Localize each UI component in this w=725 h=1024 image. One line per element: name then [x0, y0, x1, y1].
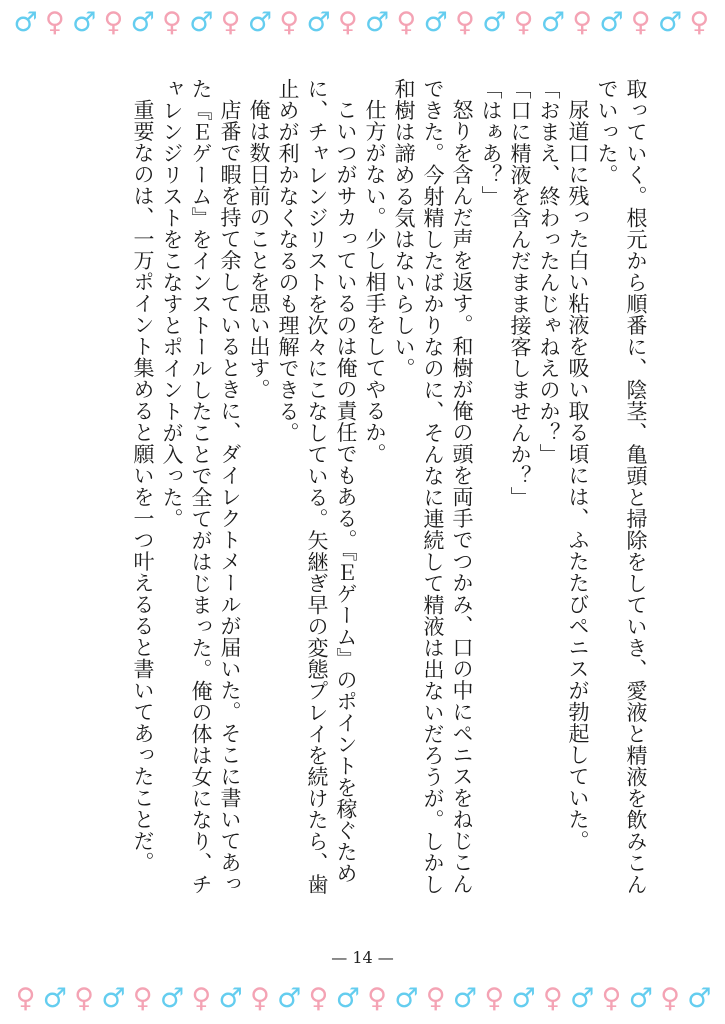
male-symbol-icon: ♂ — [130, 6, 155, 38]
female-symbol-icon: ♀ — [15, 982, 36, 1014]
male-symbol-icon: ♂ — [599, 6, 624, 38]
page-number: — 14 — — [331, 948, 394, 967]
female-symbol-icon: ♀ — [572, 6, 593, 38]
female-symbol-icon: ♀ — [543, 982, 563, 1014]
male-symbol-icon: ♂ — [42, 982, 67, 1014]
male-symbol-icon: ♂ — [72, 6, 97, 38]
male-symbol-icon: ♂ — [570, 982, 595, 1014]
female-symbol-icon: ♀ — [74, 982, 95, 1014]
bottom-symbol-border — [0, 976, 725, 1020]
male-symbol-icon: ♂ — [394, 982, 419, 1014]
male-symbol-icon: ♂ — [423, 6, 448, 38]
paragraph: 怒りを含んだ声を返す。和樹が俺の頭を両手でつかみ、口の中にペニスをねじこんできた。今射精したばかりなのに、そんなに連続して精液は出ないだろうが。しかし和樹は諦める気はないらしい。 — [392, 78, 474, 895]
male-symbol-icon: ♂ — [306, 6, 331, 38]
female-symbol-icon: ♀ — [250, 982, 270, 1014]
paragraph: 尿道口に残った白い粘液を吸い取る頃には、ふたたびペニスが勃起していた。 — [566, 99, 590, 852]
male-symbol-icon: ♂ — [452, 982, 478, 1014]
female-symbol-icon: ♀ — [191, 982, 212, 1014]
male-symbol-icon: ♂ — [687, 982, 712, 1014]
male-symbol-icon: ♂ — [365, 6, 390, 38]
male-symbol-icon: ♂ — [159, 982, 185, 1014]
female-symbol-icon: ♀ — [425, 982, 446, 1014]
dialogue-line: 「おまえ、終わったんじゃねえのか？」 — [537, 78, 561, 465]
dialogue-line: 「はぁあ？」 — [479, 78, 503, 207]
male-symbol-icon: ♂ — [218, 982, 243, 1014]
female-symbol-icon: ♀ — [484, 982, 505, 1014]
male-symbol-icon: ♂ — [189, 6, 214, 38]
male-symbol-icon: ♂ — [511, 982, 536, 1014]
paragraph: 仕方がない。少し相手をしてやるか。 — [363, 99, 387, 465]
male-symbol-icon: ♂ — [628, 982, 653, 1014]
paragraph: こいつがサカっているのは俺の責任でもある。『Ｅゲーム』のポイントを稼ぐために、チャレンジリストを次々にこなしている。矢継ぎ早の変態プレイを続けたら、歯止めが利かなくなるのも理解できる。 — [276, 78, 358, 895]
female-symbol-icon: ♀ — [660, 982, 680, 1014]
female-symbol-icon: ♀ — [220, 6, 241, 38]
female-symbol-icon: ♀ — [308, 982, 329, 1014]
vertical-text-body — [80, 78, 650, 908]
male-symbol-icon: ♂ — [482, 6, 507, 38]
male-symbol-icon: ♂ — [335, 982, 360, 1014]
female-symbol-icon: ♀ — [337, 6, 358, 38]
female-symbol-icon: ♀ — [132, 982, 153, 1014]
top-symbol-border — [0, 0, 725, 44]
male-symbol-icon: ♂ — [247, 6, 273, 38]
paragraph: 重要なのは、一万ポイント集めると願いを一つ叶えるると書いてあったことだ。 — [131, 99, 155, 873]
female-symbol-icon: ♀ — [689, 6, 710, 38]
female-symbol-icon: ♀ — [162, 6, 182, 38]
female-symbol-icon: ♀ — [630, 6, 651, 38]
female-symbol-icon: ♀ — [44, 6, 65, 38]
male-symbol-icon: ♂ — [277, 982, 302, 1014]
female-symbol-icon: ♀ — [367, 982, 388, 1014]
female-symbol-icon: ♀ — [455, 6, 475, 38]
female-symbol-icon: ♀ — [396, 6, 417, 38]
male-symbol-icon: ♂ — [101, 982, 126, 1014]
dialogue-line: 「口に精液を含んだまま接客しませんか？」 — [508, 78, 532, 508]
female-symbol-icon: ♀ — [279, 6, 300, 38]
paragraph: 俺は数日前のことを思い出す。 — [247, 99, 271, 400]
paragraph: 取っていく。根元から順番に、陰茎、亀頭と掃除をしていき、愛液と精液を飲みこんでいった。 — [595, 78, 648, 895]
female-symbol-icon: ♀ — [601, 982, 622, 1014]
male-symbol-icon: ♂ — [540, 6, 566, 38]
female-symbol-icon: ♀ — [513, 6, 534, 38]
female-symbol-icon: ♀ — [103, 6, 124, 38]
male-symbol-icon: ♂ — [658, 6, 683, 38]
paragraph: 店番で暇を持て余しているときに、ダイレクトメールが届いた。そこに書いてあった『Ｅゲーム』をインストールしたことで全てがはじまった。俺の体は女になり、チャレンジリストをこなすとポイントが入った。 — [160, 78, 242, 895]
male-symbol-icon: ♂ — [13, 6, 38, 38]
